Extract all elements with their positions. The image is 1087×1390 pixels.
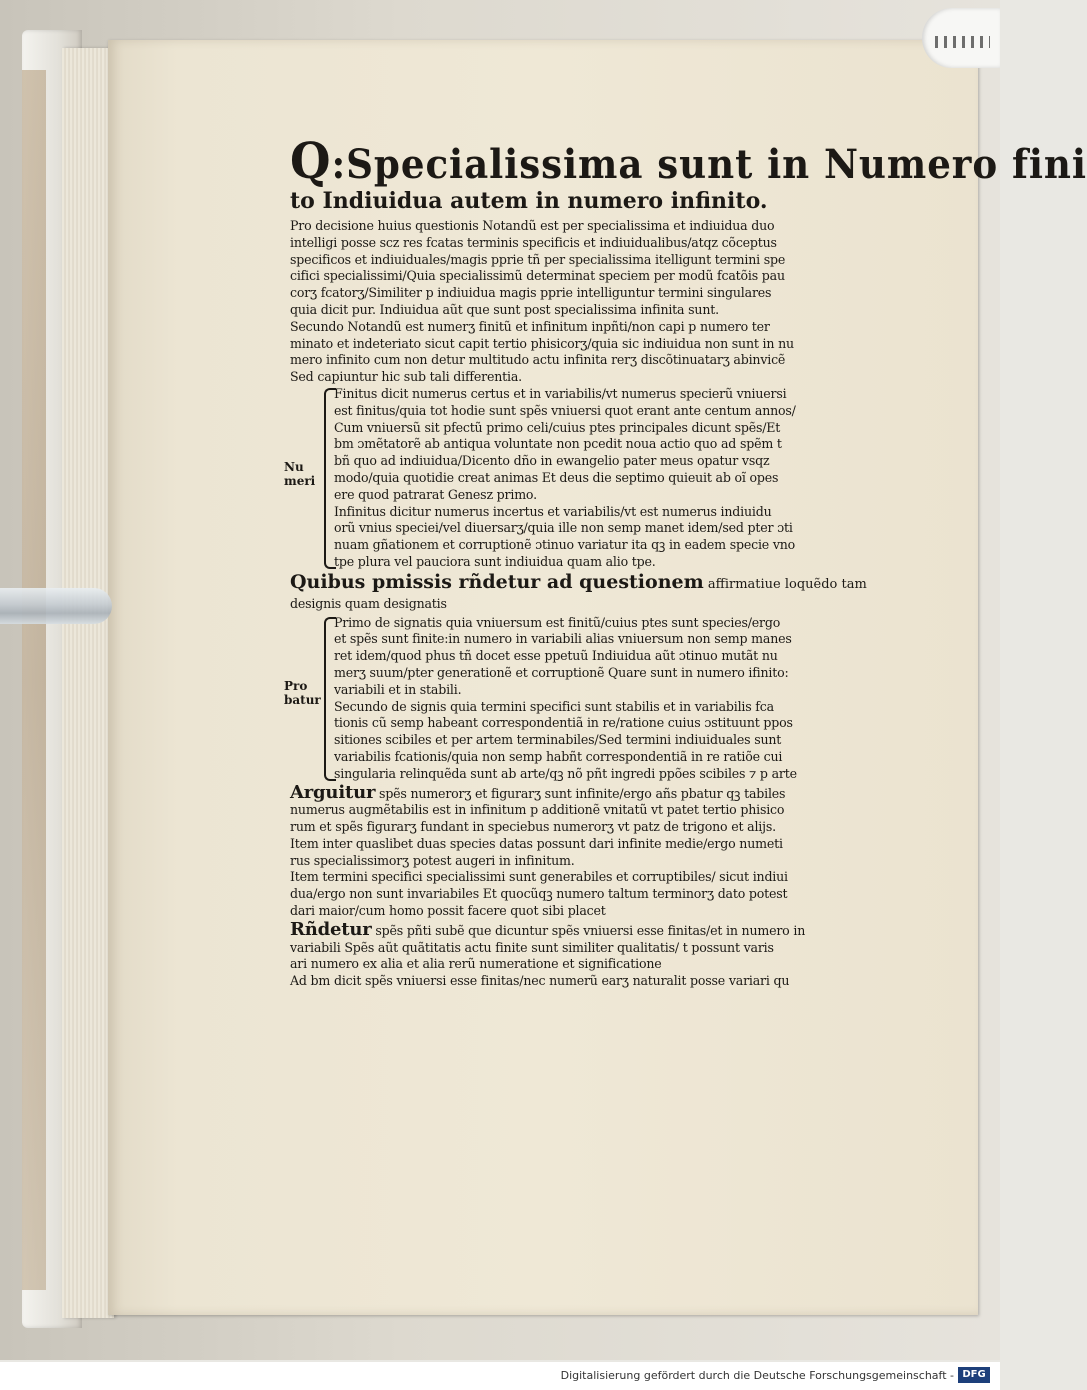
text-line: Ad bm dicit spẽs vniuersi esse finitas/nec numerũ earʒ naturalit posse variari qu (290, 973, 790, 989)
text-line: est finitus/quia tot hodie sunt spẽs vniuersi quot erant ante centum annos/ (334, 402, 796, 418)
text-line: quia dicit pur. Indiuidua aũt que sunt post specialissima infinita sunt. (290, 301, 719, 317)
text-line: variabili Spẽs aũt quãtitatis actu finite sunt similiter qualitatis/ t possunt varis (290, 939, 774, 955)
text-line: orũ vnius speciei/vel diuersarʒ/quia ille non semp manet idem/sed pter ɔti (334, 520, 793, 536)
text-line: corʒ fcatorʒ/Similiter p indiuidua magis pprie intelliguntur termini singulares (290, 285, 772, 301)
book-cover-stain (22, 70, 46, 1290)
text-line: Item inter quaslibet duas species datas possunt dari infinite medie/ergo numeti (290, 835, 783, 851)
bookmark-marks (935, 36, 990, 48)
text-line: ari numero ex alia et alia rerũ numeratione et significatione (290, 956, 662, 972)
text-line: dua/ergo non sunt invariabiles Et quocũqꝫ numero taltum terminorʒ dato potest (290, 886, 788, 902)
quibus-heading: Quibus pmissis rñdetur ad questionem affirmatiue loquẽdo tam (290, 570, 867, 593)
title-initial: Q (290, 131, 332, 190)
probatur-section (282, 615, 940, 783)
text-line: mero infinito cum non detur multitudo actu infinita rerʒ discõtinuatarʒ abinvicẽ (290, 352, 786, 368)
brace-probatur (324, 617, 336, 781)
text-line: et spẽs sunt finite:in numero in variabili alias vniuersum non semp manes (334, 631, 792, 647)
rndetur-paragraph (290, 918, 940, 990)
footer-bar (0, 1362, 1000, 1390)
text-line: Pro decisione huius questionis Notandũ est per specialissima et indiuidua duo (290, 218, 775, 233)
text-line: ret idem/quod phus tñ docet esse ppetuũ Indiuidua aũt ɔtinuo mutãt nu (334, 648, 778, 664)
text-line: numerus augmẽtabilis est in infinitum p additionẽ vnitatũ vt patet tertio phisico (290, 802, 785, 818)
text-block (284, 131, 1087, 990)
text-line: bm ɔmẽtatorẽ ab antiqua voluntate non pcedit noua actio quo ad spẽm t (334, 436, 782, 452)
text-line: minato et indeteriato sicut capit tertio phisicorʒ/quia sic indiuidua non sunt in nu (290, 335, 794, 351)
text-line: ere quod patrarat Genesz primo. (334, 486, 537, 502)
side-label-probatur: Pro batur (284, 678, 321, 707)
numerus-section (282, 386, 940, 571)
text-line: nuam gñationem et corruptionẽ ɔtinuo variatur ita qꝫ in eadem specie vno (334, 537, 796, 553)
text-line: Cum vniuersũ sit pfectũ primo celi/cuius ptes principales dicunt spẽs/Et (334, 419, 781, 435)
footer-credit: Digitalisierung gefördert durch die Deutsche Forschungsgemeinschaft - (560, 1369, 954, 1382)
text-line: Arguitur spẽs numerorʒ et figurarʒ sunt infinite/ergo añs pbatur qꝫ tabiles (290, 781, 786, 803)
text-line: cifici specialissimi/Quia specialissimũ determinat speciem per modũ fcatõis pau (290, 268, 785, 284)
text-line: tionis cũ semp habeant correspondentiã in re/ratione cuius ɔstituunt ppos (334, 715, 793, 731)
text-line: designis quam designatis (290, 595, 447, 611)
text-line: rum et spẽs figurarʒ fundant in speciebus numerorʒ vt patz de trigono et aliјs. (290, 819, 776, 835)
side-label-numerus: Nu meri (284, 459, 316, 488)
text-line: rus specialissimorʒ potest augeri in infinitum. (290, 852, 575, 868)
brace-numerus (324, 388, 336, 569)
text-line: singularia relinquẽda sunt ab arte/qꝫ nõ pñt ingredi ppões scibiles ⁊ p arte (334, 765, 797, 781)
text-line: modo/quia quotidie creat animas Et deus die septimo quieuit ab oĩ opes (334, 469, 779, 485)
text-line: tpe plura vel pauciora sunt indiuidua quam alio tpe. (334, 553, 656, 569)
text-line: specificos et indiuiduales/magis pprie tñ per specialissima itelligunt termini spe (290, 251, 786, 267)
title-line-1: :Specialissima sunt in Numero fini (331, 141, 1087, 188)
page-stack (62, 48, 114, 1318)
text-line: variabili et in stabili. (334, 681, 462, 697)
text-line: Finitus dicit numerus certus et in variabilis/vt numerus specierũ vniuersi (334, 385, 787, 401)
title-line-2: to Indiuidua autem in numero infinito. (290, 188, 768, 214)
intro-paragraph (290, 218, 940, 386)
text-line: intelligi posse scz res fcatas terminis specificis et indiuidualibus/atqz cõceptus (290, 234, 777, 250)
arguitur-paragraph (290, 781, 940, 920)
text-line: sitiones scibiles et per artem terminabiles/Sed termini indiuiduales sunt (334, 732, 782, 748)
text-line: bñ quo ad indiuidua/Dicento dño in ewangelio pater meus opatur vsqz (334, 453, 770, 469)
text-line: Item termini specifici specialissimi sunt generabiles et corruptibiles/ sicut indiui (290, 869, 788, 885)
page-title (290, 131, 1087, 190)
text-line: Infinitus dicitur numerus incertus et variabilis/vt est numerus indiuidu (334, 503, 772, 519)
text-line: Sed capiuntur hic sub tali differentia. (290, 369, 522, 385)
text-line: dari maior/cum homo possit facere quot sibi placet (290, 903, 606, 919)
dfg-logo-icon: DFG (958, 1367, 990, 1383)
text-line: Secundo Notandũ est numerʒ finitũ et infinitum inpñti/non capi p numero ter (290, 318, 770, 334)
text-line: merʒ suum/pter generationẽ et corruptionẽ Quare sunt in numero ifinito: (334, 664, 789, 680)
text-line: Rñdetur spẽs pñti subẽ que dicuntur spẽs vniuersi esse finitas/et in numero in (290, 918, 806, 940)
glass-weight-rod (0, 588, 112, 624)
text-line: Secundo de signis quia termini specifici sunt stabilis et in variabilis fca (334, 698, 774, 714)
text-line: Primo de signatis quia vniuersum est finitũ/cuius ptes sunt species/ergo (334, 614, 781, 630)
text-line: variabilis fcationis/quia non semp habñt correspondentiã in re ratiõe cui (334, 748, 783, 764)
